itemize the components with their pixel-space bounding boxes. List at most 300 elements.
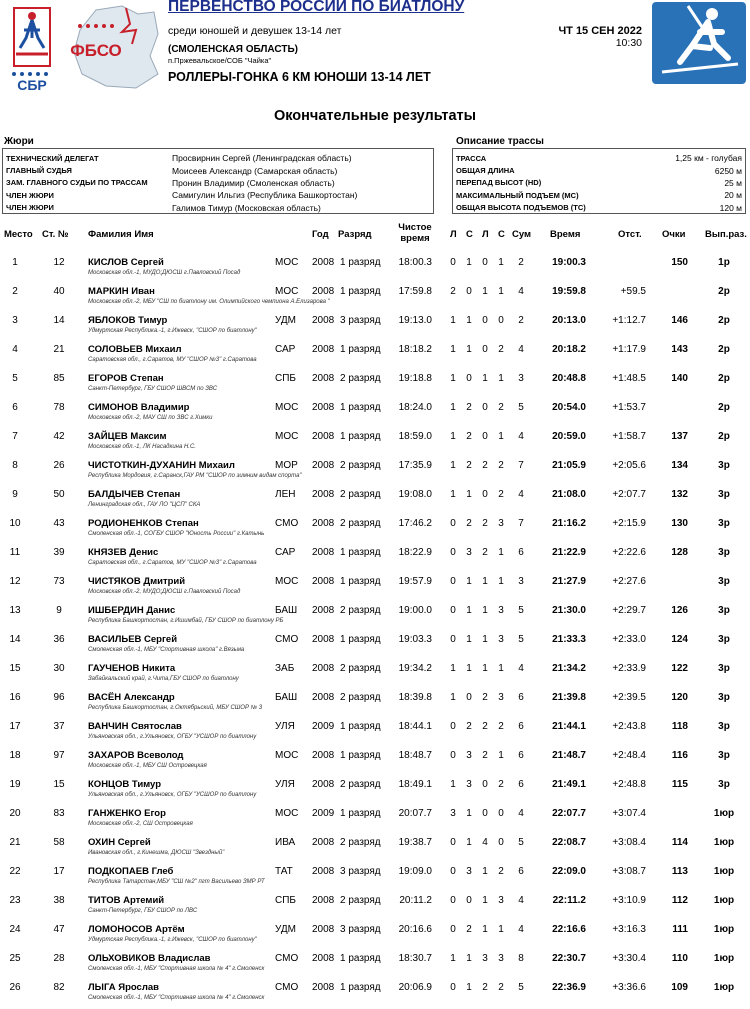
shooting-sum: 5 — [518, 634, 524, 645]
time-behind: +2:33.9 — [612, 663, 646, 674]
region-code: МОС — [275, 286, 299, 297]
birth-year: 2008 — [312, 547, 335, 558]
shooting-standing-1: 0 — [466, 895, 472, 906]
shooting-sum: 3 — [518, 576, 524, 587]
birth-year: 2008 — [312, 315, 335, 326]
birth-year: 2008 — [312, 692, 335, 703]
bib-cell: 17 — [53, 866, 65, 877]
shooting-prone-2: 2 — [482, 982, 488, 993]
birth-year: 2008 — [312, 866, 335, 877]
shooting-standing-2: 1 — [498, 373, 504, 384]
sport-rank: 3 разряд — [340, 315, 381, 326]
course-row — [456, 152, 742, 164]
result-row — [0, 279, 750, 308]
shooting-standing-2: 2 — [498, 402, 504, 413]
bib-cell: 40 — [53, 286, 65, 297]
col-standing-1: С — [466, 229, 473, 240]
course-value: 6250 м — [714, 165, 742, 176]
time-behind: +2:48.8 — [612, 779, 646, 790]
shooting-prone-2: 0 — [482, 808, 488, 819]
time-behind: +2:29.7 — [612, 605, 646, 616]
time-behind: +2:43.8 — [612, 721, 646, 732]
region-code: УЛЯ — [275, 779, 295, 790]
net-time: 20:16.6 — [398, 924, 432, 935]
athlete-name: КОНЦОВ Тимур — [88, 779, 162, 790]
place-cell: 12 — [9, 576, 21, 587]
col-prone-1: Л — [450, 229, 457, 240]
region-code: САР — [275, 547, 296, 558]
sport-rank: 2 разряд — [340, 605, 381, 616]
bib-cell: 58 — [53, 837, 65, 848]
athlete-club: Смоленская обл.-1, МБУ "Спортивная школа" г.Вязьма — [88, 647, 245, 653]
jury-row — [6, 189, 430, 201]
rank-achieved: 3р — [718, 576, 730, 587]
sport-rank: 2 разряд — [340, 373, 381, 384]
bib-cell: 14 — [53, 315, 65, 326]
result-row — [0, 337, 750, 366]
shooting-standing-1: 3 — [466, 866, 472, 877]
sport-rank: 2 разряд — [340, 692, 381, 703]
shooting-standing-2: 1 — [498, 257, 504, 268]
points-cell: 116 — [671, 750, 688, 761]
athlete-name: ТИТОВ Артемий — [88, 895, 165, 906]
birth-year: 2008 — [312, 460, 335, 471]
points-cell: 134 — [671, 460, 688, 471]
shooting-prone-2: 0 — [482, 344, 488, 355]
shooting-sum: 4 — [518, 808, 524, 819]
shooting-sum: 6 — [518, 779, 524, 790]
shooting-standing-2: 1 — [498, 286, 504, 297]
place-cell: 24 — [9, 924, 21, 935]
net-time: 18:30.7 — [398, 953, 432, 964]
shooting-prone-2: 1 — [482, 924, 488, 935]
shooting-prone-2: 4 — [482, 837, 488, 848]
points-cell: 140 — [671, 373, 688, 384]
shooting-standing-2: 1 — [498, 576, 504, 587]
course-label: ТРАССА — [456, 153, 487, 163]
time-behind: +2:15.9 — [612, 518, 646, 529]
jury-role: ЗАМ. ГЛАВНОГО СУДЬИ ПО ТРАССАМ — [6, 178, 148, 188]
athlete-name: СОЛОВЬЕВ Михаил — [88, 344, 182, 355]
result-time: 21:34.2 — [552, 663, 586, 674]
shooting-standing-1: 0 — [466, 692, 472, 703]
sport-rank: 2 разряд — [340, 663, 381, 674]
jury-member: Моисеев Александр (Самарская область) — [172, 165, 338, 176]
sport-rank: 1 разряд — [340, 576, 381, 587]
birth-year: 2008 — [312, 286, 335, 297]
points-cell: 126 — [671, 605, 688, 616]
sport-rank: 1 разряд — [340, 431, 381, 442]
region-code: МОС — [275, 808, 299, 819]
shooting-prone-1: 1 — [450, 431, 456, 442]
sport-rank: 3 разряд — [340, 924, 381, 935]
net-time: 18:00.3 — [398, 257, 432, 268]
shooting-standing-2: 1 — [498, 663, 504, 674]
place-cell: 5 — [12, 373, 18, 384]
shooting-standing-1: 0 — [466, 373, 472, 384]
net-time: 19:57.9 — [398, 576, 432, 587]
time-behind: +2:27.6 — [612, 576, 646, 587]
net-time: 18:24.0 — [398, 402, 432, 413]
place-cell: 4 — [12, 344, 18, 355]
rank-achieved: 3р — [718, 779, 730, 790]
result-time: 21:05.9 — [552, 460, 586, 471]
net-time: 17:59.8 — [398, 286, 432, 297]
region-code: САР — [275, 344, 296, 355]
result-row — [0, 743, 750, 772]
points-cell: 115 — [671, 779, 688, 790]
rank-achieved: 2р — [718, 344, 730, 355]
bib-cell: 47 — [53, 924, 65, 935]
result-time: 21:33.3 — [552, 634, 586, 645]
result-time: 22:11.2 — [552, 895, 586, 906]
net-time: 20:11.2 — [399, 895, 432, 906]
bib-cell: 78 — [53, 402, 65, 413]
time-behind: +3:07.4 — [612, 808, 646, 819]
shooting-prone-2: 1 — [482, 605, 488, 616]
bib-cell: 96 — [53, 692, 65, 703]
bib-cell: 12 — [53, 257, 65, 268]
net-time: 17:46.2 — [398, 518, 432, 529]
jury-row — [6, 177, 430, 189]
bib-cell: 97 — [53, 750, 65, 761]
shooting-prone-1: 1 — [450, 489, 456, 500]
shooting-standing-1: 2 — [466, 460, 472, 471]
result-row — [0, 975, 750, 1004]
shooting-standing-2: 2 — [498, 866, 504, 877]
athlete-club: Московская обл.-2, СШ Островецкая — [88, 821, 193, 827]
region-code: БАШ — [275, 605, 298, 616]
result-row — [0, 540, 750, 569]
rank-achieved: 2р — [718, 431, 730, 442]
result-row — [0, 511, 750, 540]
net-time: 19:34.2 — [398, 663, 432, 674]
result-time: 21:22.9 — [552, 547, 586, 558]
region-code: МОР — [275, 460, 298, 471]
course-value: 25 м — [724, 177, 742, 188]
rank-achieved: 3р — [718, 518, 730, 529]
result-row — [0, 366, 750, 395]
shooting-prone-2: 1 — [482, 373, 488, 384]
shooting-sum: 5 — [518, 982, 524, 993]
result-time: 21:39.8 — [552, 692, 586, 703]
fbso-logo — [66, 4, 164, 92]
points-cell: 132 — [671, 489, 688, 500]
result-time: 22:36.9 — [552, 982, 586, 993]
net-time: 19:13.0 — [398, 315, 432, 326]
sport-rank: 2 разряд — [340, 518, 381, 529]
rank-achieved: 1юр — [713, 982, 735, 993]
region-code: МОС — [275, 431, 299, 442]
athlete-club: Смоленская обл.-1, СОГБУ СШОР "Юность России" г.Катынь — [88, 531, 265, 537]
place-cell: 21 — [9, 837, 21, 848]
athlete-name: ВАСИЛЬЕВ Сергей — [88, 634, 178, 645]
rank-achieved: 3р — [718, 605, 730, 616]
time-behind: +3:16.3 — [612, 924, 646, 935]
course-value: 1,25 км - голубая — [675, 153, 742, 164]
shooting-prone-1: 0 — [450, 547, 456, 558]
col-net-time — [392, 222, 438, 244]
course-heading: Описание трассы — [456, 136, 544, 147]
rank-achieved: 1юр — [713, 808, 735, 819]
sport-rank: 1 разряд — [340, 721, 381, 732]
result-time: 21:16.2 — [552, 518, 586, 529]
shooting-standing-1: 1 — [466, 344, 472, 355]
points-cell: 146 — [671, 315, 688, 326]
birth-year: 2008 — [312, 431, 335, 442]
region-code: МОС — [275, 750, 299, 761]
shooting-prone-2: 0 — [482, 315, 488, 326]
results-table-body — [0, 250, 750, 1004]
net-time: 19:18.8 — [398, 373, 432, 384]
time-behind: +59.5 — [620, 286, 646, 297]
sport-rank: 1 разряд — [340, 402, 381, 413]
points-cell: 110 — [671, 953, 688, 964]
birth-year: 2008 — [312, 634, 335, 645]
shooting-prone-2: 1 — [482, 634, 488, 645]
points-cell: 114 — [671, 837, 688, 848]
shooting-standing-1: 1 — [466, 605, 472, 616]
birth-year: 2008 — [312, 953, 335, 964]
bib-cell: 21 — [53, 344, 65, 355]
athlete-name: ПОДКОПАЕВ Глеб — [88, 866, 174, 877]
result-time: 21:44.1 — [552, 721, 586, 732]
shooting-standing-1: 2 — [466, 431, 472, 442]
rank-achieved: 2р — [718, 402, 730, 413]
points-cell: 111 — [672, 924, 688, 935]
shooting-prone-2: 1 — [482, 576, 488, 587]
result-time: 20:54.0 — [552, 402, 586, 413]
sport-rank: 1 разряд — [340, 750, 381, 761]
region-code: ЛЕН — [275, 489, 296, 500]
col-rank-achieved: Вып.раз. — [705, 229, 747, 240]
region-code: БАШ — [275, 692, 298, 703]
athlete-club: Республика Башкортостан, г.Ишимбай, ГБУ СШОР по биатлону РБ — [88, 618, 284, 624]
jury-panel — [2, 148, 434, 214]
age-group-subtitle: среди юношей и девушек 13-14 лет — [168, 25, 342, 37]
birth-year: 2008 — [312, 750, 335, 761]
time-behind: +2:07.7 — [612, 489, 646, 500]
rank-achieved: 2р — [718, 286, 730, 297]
net-time: 20:06.9 — [398, 982, 432, 993]
sport-rank: 1 разряд — [340, 286, 381, 297]
bib-cell: 73 — [53, 576, 65, 587]
rank-achieved: 3р — [718, 750, 730, 761]
result-row — [0, 598, 750, 627]
shooting-prone-1: 0 — [450, 982, 456, 993]
shooting-standing-1: 1 — [466, 808, 472, 819]
shooting-prone-2: 3 — [482, 953, 488, 964]
col-year: Год — [312, 229, 329, 240]
shooting-standing-2: 1 — [498, 547, 504, 558]
shooting-sum: 4 — [518, 895, 524, 906]
net-time: 19:08.0 — [398, 489, 432, 500]
shooting-standing-2: 3 — [498, 518, 504, 529]
result-row — [0, 569, 750, 598]
shooting-standing-1: 1 — [466, 489, 472, 500]
shooting-prone-1: 0 — [450, 895, 456, 906]
bib-cell: 50 — [53, 489, 65, 500]
shooting-sum: 6 — [518, 692, 524, 703]
rank-achieved: 3р — [718, 489, 730, 500]
place-cell: 23 — [9, 895, 21, 906]
region-code: УЛЯ — [275, 721, 295, 732]
athlete-name: ВАСЁН Александр — [88, 692, 175, 703]
athlete-name: МАРКИН Иван — [88, 286, 155, 297]
rank-achieved: 2р — [718, 373, 730, 384]
shooting-standing-2: 1 — [498, 924, 504, 935]
place-cell: 2 — [12, 286, 18, 297]
shooting-sum: 4 — [518, 344, 524, 355]
athlete-name: ЧИСТЯКОВ Дмитрий — [88, 576, 186, 587]
sport-rank: 2 разряд — [340, 779, 381, 790]
athlete-club: Ульяновская обл., г.Ульяновск, ОГБУ "УСШОР по биатлону — [88, 734, 257, 740]
jury-member: Галимов Тимур (Московская область) — [172, 202, 321, 213]
birth-year: 2009 — [312, 808, 335, 819]
athlete-club: Удмуртская Республика.-1, г.Ижевск, "СШОР по биатлону" — [88, 937, 257, 943]
shooting-standing-2: 2 — [498, 344, 504, 355]
net-time: 19:00.0 — [398, 605, 432, 616]
shooting-prone-1: 1 — [450, 692, 456, 703]
birth-year: 2008 — [312, 402, 335, 413]
result-row — [0, 453, 750, 482]
rank-achieved: 3р — [718, 634, 730, 645]
sport-rank: 1 разряд — [340, 982, 381, 993]
course-value: 120 м — [719, 202, 742, 213]
result-row — [0, 627, 750, 656]
region-code: МОС — [275, 402, 299, 413]
time-behind: +2:39.5 — [612, 692, 646, 703]
sbr-logo-text: СБР — [17, 77, 47, 93]
birth-year: 2008 — [312, 373, 335, 384]
col-bib: Ст. № — [42, 229, 69, 240]
athlete-club: Московская обл.-1, ЛК Насадкина Н.С. — [88, 444, 196, 450]
shooting-standing-1: 1 — [466, 257, 472, 268]
shooting-sum: 6 — [518, 866, 524, 877]
bib-cell: 38 — [53, 895, 65, 906]
birth-year: 2008 — [312, 837, 335, 848]
time-behind: +3:36.6 — [612, 982, 646, 993]
place-cell: 11 — [9, 547, 21, 558]
points-cell: 150 — [671, 257, 688, 268]
athlete-name: РОДИОНЕНКОВ Степан — [88, 518, 199, 529]
jury-member: Пронин Владимир (Смоленская область) — [172, 177, 335, 188]
place-cell: 25 — [9, 953, 21, 964]
place-cell: 26 — [9, 982, 21, 993]
course-row — [456, 164, 742, 176]
bib-cell: 37 — [53, 721, 65, 732]
result-time: 22:16.6 — [552, 924, 586, 935]
bib-cell: 83 — [53, 808, 65, 819]
shooting-prone-1: 0 — [450, 721, 456, 732]
shooting-standing-1: 1 — [466, 315, 472, 326]
athlete-club: Ивановская обл., г.Кинешма, ДЮСШ "Звездный" — [88, 850, 225, 856]
jury-role: ГЛАВНЫЙ СУДЬЯ — [6, 166, 72, 176]
athlete-name: ЗАХАРОВ Всеволод — [88, 750, 184, 761]
result-time: 19:59.8 — [552, 286, 586, 297]
athlete-club: Республика Башкортостан, г.Октябрьский, МБУ СШОР № 3 — [88, 705, 263, 711]
shooting-prone-1: 0 — [450, 866, 456, 877]
athlete-name: СИМОНОВ Владимир — [88, 402, 190, 413]
rank-achieved: 1юр — [713, 924, 735, 935]
jury-member: Просвирнин Сергей (Ленинградская область) — [172, 153, 352, 164]
shooting-standing-2: 3 — [498, 692, 504, 703]
col-sum: Сум — [512, 229, 532, 240]
rank-achieved: 1юр — [713, 866, 735, 877]
athlete-name: ЧИСТОТКИН-ДУХАНИН Михаил — [88, 460, 235, 471]
shooting-prone-1: 1 — [450, 373, 456, 384]
net-time: 18:48.7 — [398, 750, 432, 761]
shooting-prone-1: 0 — [450, 605, 456, 616]
region-code: СМО — [275, 518, 299, 529]
birth-year: 2008 — [312, 895, 335, 906]
result-row — [0, 830, 750, 859]
net-time: 18:59.0 — [398, 431, 432, 442]
athlete-name: ЗАЙЦЕВ Максим — [88, 431, 167, 442]
jury-role: ЧЛЕН ЖЮРИ — [6, 203, 54, 213]
col-time: Время — [550, 229, 581, 240]
birth-year: 2008 — [312, 605, 335, 616]
region-label: (СМОЛЕНСКАЯ ОБЛАСТЬ) — [168, 44, 299, 55]
birth-year: 2008 — [312, 518, 335, 529]
net-time: 18:49.1 — [398, 779, 432, 790]
shooting-standing-1: 2 — [466, 721, 472, 732]
col-name: Фамилия Имя — [88, 229, 154, 240]
points-cell: 124 — [671, 634, 688, 645]
place-cell: 22 — [9, 866, 21, 877]
rank-achieved: 3р — [718, 721, 730, 732]
result-row — [0, 685, 750, 714]
bib-cell: 82 — [53, 982, 65, 993]
shooting-prone-1: 1 — [450, 779, 456, 790]
shooting-prone-2: 1 — [482, 286, 488, 297]
shooting-standing-1: 3 — [466, 779, 472, 790]
result-row — [0, 424, 750, 453]
shooting-sum: 5 — [518, 605, 524, 616]
course-label: ОБЩАЯ ВЫСОТА ПОДЪЕМОВ (TC) — [456, 203, 586, 213]
athlete-name: ЛОМОНОСОВ Артём — [88, 924, 185, 935]
course-row — [456, 177, 742, 189]
region-code: СМО — [275, 634, 299, 645]
bib-cell: 15 — [53, 779, 65, 790]
result-row — [0, 482, 750, 511]
course-label: ПЕРЕПАД ВЫСОТ (HD) — [456, 178, 542, 188]
shooting-sum: 4 — [518, 663, 524, 674]
course-label: ОБЩАЯ ДЛИНА — [456, 166, 515, 176]
shooting-standing-2: 2 — [498, 460, 504, 471]
shooting-prone-1: 1 — [450, 953, 456, 964]
shooting-sum: 5 — [518, 837, 524, 848]
jury-row — [6, 164, 430, 176]
shooting-standing-1: 3 — [466, 547, 472, 558]
athlete-name: ЕГОРОВ Степан — [88, 373, 164, 384]
net-time: 18:44.1 — [398, 721, 432, 732]
result-row — [0, 395, 750, 424]
athlete-club: Ульяновская обл., г.Ульяновск, ОГБУ "УСШОР по биатлону — [88, 792, 257, 798]
sport-rank: 2 разряд — [340, 895, 381, 906]
sport-rank: 1 разряд — [340, 808, 381, 819]
time-behind: +3:10.9 — [612, 895, 646, 906]
place-cell: 18 — [9, 750, 21, 761]
birth-year: 2008 — [312, 924, 335, 935]
athlete-name: ЯБЛОКОВ Тимур — [88, 315, 168, 326]
points-cell: 118 — [671, 721, 688, 732]
time-behind: +2:22.6 — [612, 547, 646, 558]
shooting-sum: 4 — [518, 924, 524, 935]
shooting-standing-1: 1 — [466, 953, 472, 964]
shooting-standing-2: 0 — [498, 837, 504, 848]
result-time: 19:00.3 — [552, 257, 586, 268]
